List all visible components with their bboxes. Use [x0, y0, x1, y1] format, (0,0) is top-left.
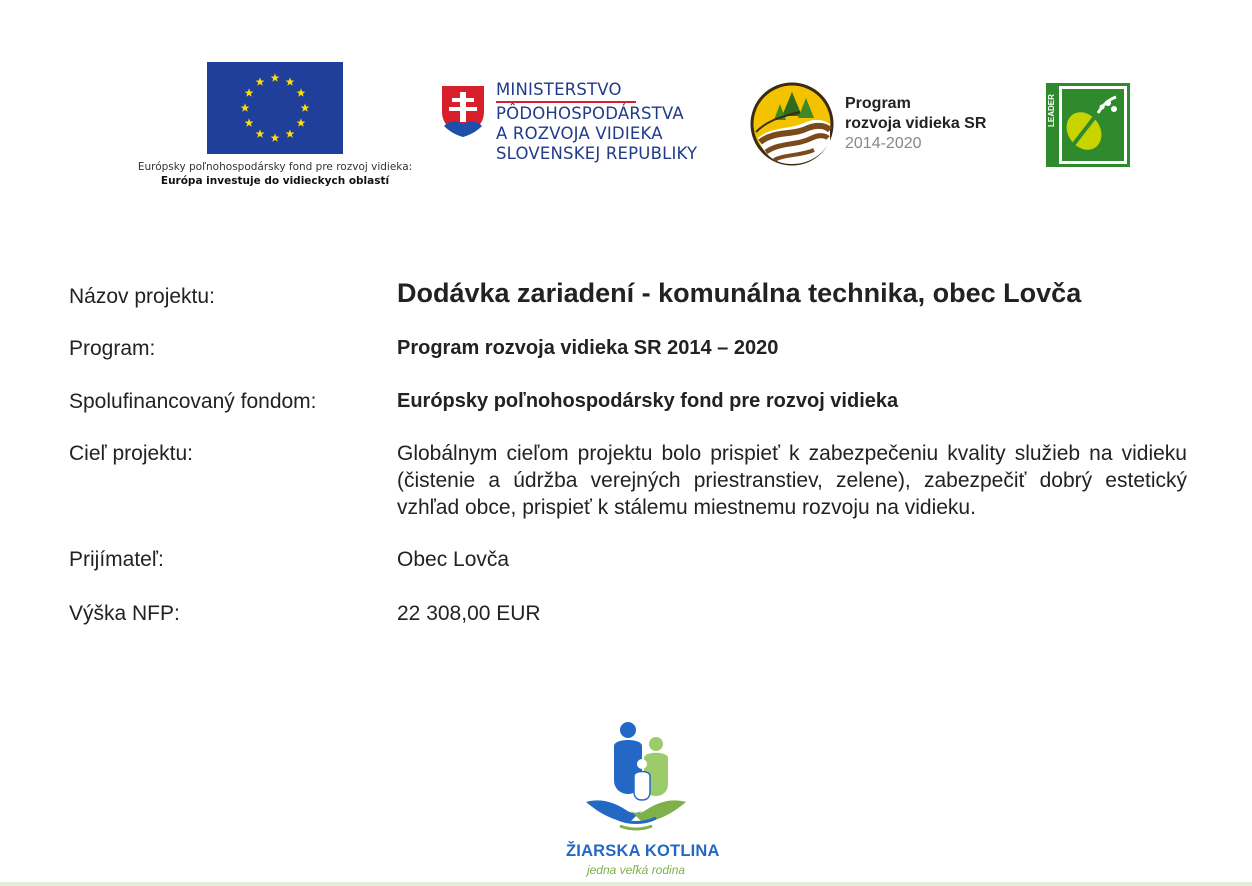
ministry-line: A ROZVOJA VIDIEKA	[496, 124, 663, 143]
value-goal: Globálnym cieľom projektu bolo prispieť k zabezpečeniu kvality služieb na vidieku (čistenie a údržba verejných priestranstiev, zelene), zabezpečiť dobrý estetický vzhľad obce, prispieť k stálemu miestnemu rozvoju na vidieku.	[397, 442, 1187, 519]
ministry-line: PÔDOHOSPODÁRSTVA	[496, 104, 684, 123]
leader-label: LEADER	[1047, 94, 1056, 127]
label-project-name: Názov projektu:	[69, 285, 215, 308]
prv-title-line2: rozvoja vidieka SR	[845, 115, 987, 132]
ziarska-kotlina-logo-block	[566, 718, 720, 877]
eu-caption-line1: Európsky poľnohospodársky fond pre rozvoj vidieka:	[137, 161, 413, 173]
value-fund: Európsky poľnohospodársky fond pre rozvoj vidieka	[397, 390, 899, 412]
ministry-line: MINISTERSTVO	[496, 80, 622, 99]
ministry-line: SLOVENSKEJ REPUBLIKY	[496, 144, 698, 163]
value-recipient: Obec Lovča	[397, 548, 510, 571]
ziarska-kotlina-logo-icon	[576, 718, 696, 838]
slovak-crest-icon	[438, 82, 488, 140]
value-program: Program rozvoja vidieka SR 2014 – 2020	[397, 337, 779, 359]
logo-header	[0, 0, 1252, 210]
prv-logo-icon	[750, 82, 834, 166]
label-recipient: Prijímateľ:	[69, 548, 164, 571]
prv-title-line1: Program	[845, 95, 911, 112]
value-project-name: Dodávka zariadení - komunálna technika, obec Lovča	[397, 278, 1082, 308]
ministry-divider	[496, 101, 636, 103]
value-nfp-amount: 22 308,00 EUR	[397, 602, 541, 625]
brand-tagline: jedna veľká rodina	[586, 863, 686, 877]
leader-logo-icon	[1046, 83, 1130, 167]
eu-caption-line2: Európa investuje do vidieckych oblastí	[160, 175, 390, 187]
eu-logo-block	[120, 62, 430, 187]
prv-years: 2014-2020	[845, 135, 922, 152]
eu-flag-icon	[207, 62, 343, 154]
brand-name: ŽIARSKA KOTLINA	[566, 842, 720, 860]
label-fund: Spolufinancovaný fondom:	[69, 390, 317, 413]
bottom-divider	[0, 882, 1252, 886]
ministry-name	[496, 80, 697, 164]
label-program: Program:	[69, 337, 156, 360]
label-goal: Cieľ projektu:	[69, 442, 194, 465]
label-nfp-amount: Výška NFP:	[69, 602, 180, 625]
